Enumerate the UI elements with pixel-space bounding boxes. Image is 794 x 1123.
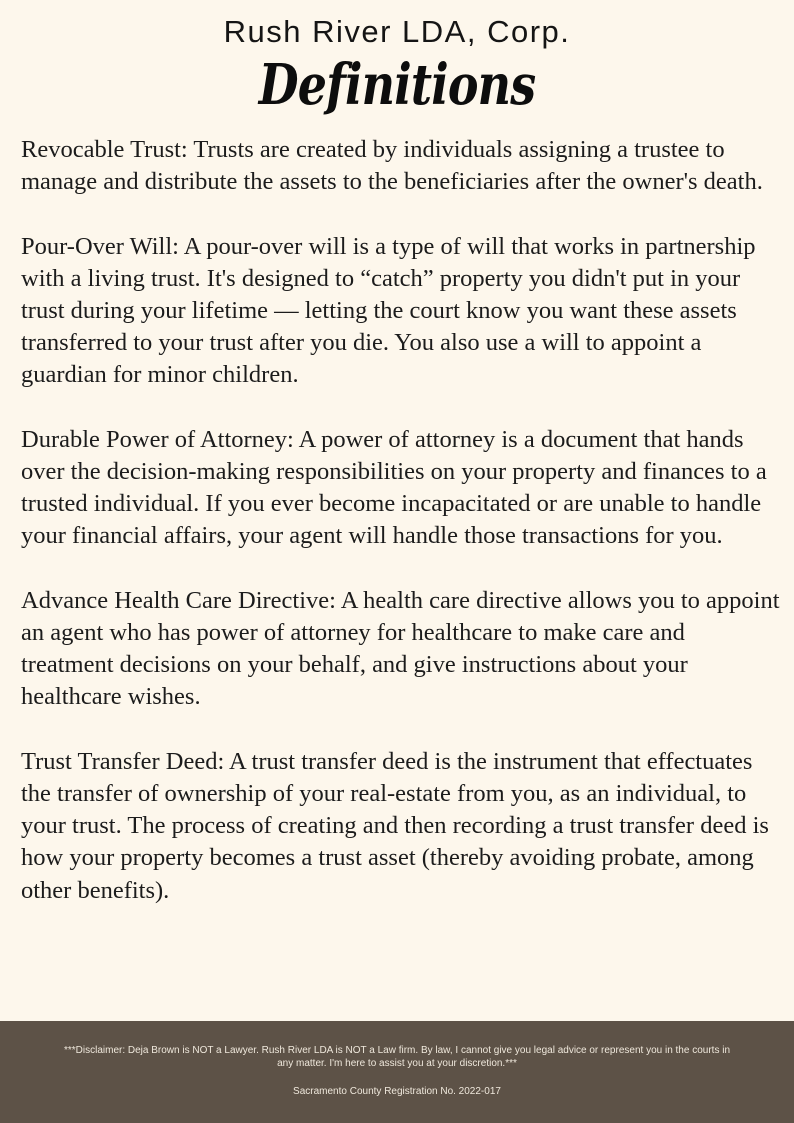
definition-trust-transfer-deed: Trust Transfer Deed: A trust transfer deed is the instrument that effectuates the transfer of ownership of your real-estate from you, as an individual, to your trust. The process of creating and then recording a trust transfer deed is how your property becomes a trust asset (thereby avoiding probate, among other benefits). — [21, 747, 769, 904]
definition-revocable-trust: Revocable Trust: Trusts are created by individuals assigning a trustee to manage and distribute the assets to the beneficiaries after the owner's death. — [21, 136, 763, 196]
company-name: Rush River LDA, Corp. — [223, 14, 571, 49]
page-header — [0, 0, 794, 130]
definition-durable-power-of-attorney: Durable Power of Attorney: A power of attorney is a document that hands over the decision-making responsibilities on your property and finances to a trusted individual. If you ever become incapacitated or are unable to handle your financial affairs, your agent will handle those transactions for you. — [21, 425, 767, 550]
registration-number: Sacramento County Registration No. 2022-017 — [293, 1086, 501, 1097]
disclaimer-text: ***Disclaimer: Deja Brown is NOT a Lawyer. Rush River LDA is NOT a Law firm. By law, I cannot give you legal advice or represent you in the courts in any matter. I'm here to assist you at your discretion.*** — [63, 1045, 731, 1069]
page-title: Definitions — [258, 52, 536, 118]
definitions-list — [21, 134, 781, 939]
definition-pour-over-will: Pour-Over Will: A pour-over will is a type of will that works in partnership with a living trust. It's designed to “catch” property you didn't put in your trust during your lifetime — letting the court know you want these assets transferred to your trust after you die. You also use a will to appoint a guardian for minor children. — [21, 232, 756, 389]
page-footer — [0, 1021, 794, 1123]
definition-advance-health-care-directive: Advance Health Care Directive: A health care directive allows you to appoint an agent who has power of attorney for healthcare to make care and treatment decisions on your behalf, and give instructions about your healthcare wishes. — [21, 586, 780, 711]
